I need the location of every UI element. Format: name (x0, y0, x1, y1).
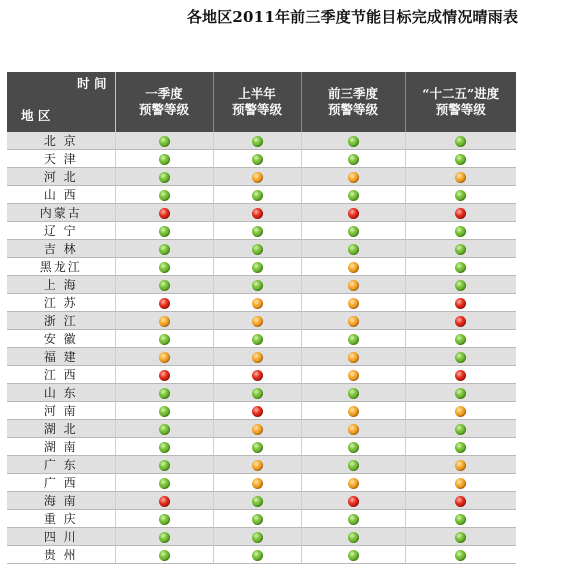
warning-cell (115, 420, 213, 438)
table-row (7, 276, 516, 294)
green-status-icon (252, 388, 263, 399)
orange-status-icon (348, 262, 359, 273)
green-status-icon (252, 532, 263, 543)
warning-cell (405, 438, 516, 456)
warning-cell (405, 402, 516, 420)
green-status-icon (159, 244, 170, 255)
warning-cell (115, 528, 213, 546)
green-status-icon (159, 334, 170, 345)
warning-cell (213, 258, 301, 276)
orange-status-icon (455, 460, 466, 471)
table-body (7, 132, 516, 564)
page-title: 各地区2011年前三季度节能目标完成情况晴雨表 (186, 8, 519, 26)
region-name: 河 南 (7, 402, 115, 420)
red-status-icon (455, 370, 466, 381)
column-header-q1 (115, 72, 213, 132)
warning-cell (115, 510, 213, 528)
green-status-icon (159, 388, 170, 399)
green-status-icon (252, 262, 263, 273)
warning-cell (213, 402, 301, 420)
warning-cell (213, 420, 301, 438)
warning-cell (405, 168, 516, 186)
warning-cell (115, 402, 213, 420)
warning-cell (301, 456, 405, 474)
warning-cell (405, 276, 516, 294)
warning-cell (301, 168, 405, 186)
green-status-icon (455, 262, 466, 273)
orange-status-icon (455, 478, 466, 489)
region-name: 上 海 (7, 276, 115, 294)
warning-cell (301, 474, 405, 492)
warning-cell (115, 312, 213, 330)
red-status-icon (159, 370, 170, 381)
column-header-h1 (213, 72, 301, 132)
green-status-icon (159, 514, 170, 525)
green-status-icon (455, 190, 466, 201)
warning-cell (405, 186, 516, 204)
red-status-icon (159, 208, 170, 219)
warning-cell (405, 420, 516, 438)
table-row (7, 402, 516, 420)
orange-status-icon (348, 424, 359, 435)
warning-cell (115, 474, 213, 492)
table-row (7, 438, 516, 456)
warning-cell (115, 330, 213, 348)
green-status-icon (252, 550, 263, 561)
green-status-icon (159, 550, 170, 561)
warning-cell (301, 204, 405, 222)
warning-cell (405, 330, 516, 348)
green-status-icon (348, 514, 359, 525)
region-name: 湖 南 (7, 438, 115, 456)
column-header-line2: 预警等级 (138, 102, 189, 117)
green-status-icon (159, 442, 170, 453)
green-status-icon (455, 424, 466, 435)
green-status-icon (455, 388, 466, 399)
warning-cell (301, 510, 405, 528)
green-status-icon (348, 388, 359, 399)
orange-status-icon (252, 460, 263, 471)
warning-cell (115, 222, 213, 240)
header-row (7, 72, 516, 132)
region-name: 湖 北 (7, 420, 115, 438)
region-name: 广 西 (7, 474, 115, 492)
table-row (7, 348, 516, 366)
table-row (7, 366, 516, 384)
green-status-icon (348, 442, 359, 453)
orange-status-icon (252, 298, 263, 309)
green-status-icon (348, 190, 359, 201)
green-status-icon (159, 424, 170, 435)
warning-cell (115, 276, 213, 294)
warning-cell (213, 456, 301, 474)
corner-region-label: 地 区 (21, 108, 51, 123)
table-row (7, 132, 516, 150)
warning-cell (213, 150, 301, 168)
table-row (7, 222, 516, 240)
region-name: 福 建 (7, 348, 115, 366)
warning-table (7, 72, 516, 564)
green-status-icon (455, 154, 466, 165)
green-status-icon (455, 532, 466, 543)
warning-cell (405, 240, 516, 258)
green-status-icon (348, 334, 359, 345)
column-header-line1: 一季度 (145, 86, 183, 101)
green-status-icon (252, 226, 263, 237)
warning-cell (405, 150, 516, 168)
warning-cell (405, 510, 516, 528)
orange-status-icon (252, 316, 263, 327)
orange-status-icon (252, 352, 263, 363)
table-row (7, 384, 516, 402)
table-row (7, 312, 516, 330)
region-name: 北 京 (7, 132, 115, 150)
green-status-icon (455, 226, 466, 237)
green-status-icon (159, 226, 170, 237)
warning-cell (115, 348, 213, 366)
warning-cell (213, 330, 301, 348)
column-header-line2: 预警等级 (435, 102, 486, 117)
warning-cell (213, 546, 301, 564)
green-status-icon (252, 136, 263, 147)
warning-cell (213, 186, 301, 204)
red-status-icon (348, 208, 359, 219)
warning-cell (405, 258, 516, 276)
green-status-icon (159, 154, 170, 165)
red-status-icon (455, 316, 466, 327)
warning-cell (213, 492, 301, 510)
corner-time-label: 时 间 (77, 76, 107, 91)
orange-status-icon (348, 316, 359, 327)
warning-cell (213, 168, 301, 186)
table-row (7, 474, 516, 492)
orange-status-icon (252, 424, 263, 435)
table-row (7, 240, 516, 258)
table-row (7, 258, 516, 276)
green-status-icon (252, 190, 263, 201)
table-row (7, 168, 516, 186)
warning-cell (301, 222, 405, 240)
column-header-line1: “十二五”进度 (422, 86, 500, 101)
orange-status-icon (455, 172, 466, 183)
green-status-icon (455, 514, 466, 525)
warning-cell (213, 132, 301, 150)
region-name: 黑龙江 (7, 258, 115, 276)
red-status-icon (252, 406, 263, 417)
orange-status-icon (159, 316, 170, 327)
warning-cell (213, 474, 301, 492)
region-name: 辽 宁 (7, 222, 115, 240)
red-status-icon (455, 496, 466, 507)
green-status-icon (348, 226, 359, 237)
green-status-icon (252, 442, 263, 453)
region-name: 江 西 (7, 366, 115, 384)
warning-cell (115, 204, 213, 222)
green-status-icon (159, 136, 170, 147)
warning-cell (115, 546, 213, 564)
warning-cell (213, 276, 301, 294)
green-status-icon (159, 172, 170, 183)
orange-status-icon (348, 298, 359, 309)
warning-cell (301, 492, 405, 510)
warning-cell (115, 366, 213, 384)
warning-cell (301, 186, 405, 204)
orange-status-icon (348, 352, 359, 363)
orange-status-icon (348, 406, 359, 417)
green-status-icon (455, 334, 466, 345)
green-status-icon (159, 460, 170, 471)
warning-cell (405, 528, 516, 546)
green-status-icon (252, 334, 263, 345)
table-row (7, 330, 516, 348)
warning-cell (301, 294, 405, 312)
orange-status-icon (252, 478, 263, 489)
warning-cell (405, 222, 516, 240)
column-header-q3 (301, 72, 405, 132)
warning-cell (213, 438, 301, 456)
warning-cell (301, 402, 405, 420)
green-status-icon (159, 280, 170, 291)
red-status-icon (252, 370, 263, 381)
warning-cell (301, 438, 405, 456)
orange-status-icon (252, 172, 263, 183)
red-status-icon (348, 496, 359, 507)
warning-cell (213, 384, 301, 402)
warning-cell (301, 150, 405, 168)
warning-cell (115, 132, 213, 150)
green-status-icon (455, 442, 466, 453)
red-status-icon (455, 208, 466, 219)
table-row (7, 528, 516, 546)
green-status-icon (455, 280, 466, 291)
region-name: 浙 江 (7, 312, 115, 330)
red-status-icon (455, 298, 466, 309)
green-status-icon (455, 244, 466, 255)
warning-cell (405, 384, 516, 402)
table-row (7, 186, 516, 204)
red-status-icon (159, 298, 170, 309)
table-row (7, 510, 516, 528)
warning-cell (405, 456, 516, 474)
red-status-icon (252, 208, 263, 219)
green-status-icon (348, 154, 359, 165)
warning-cell (405, 204, 516, 222)
warning-cell (405, 546, 516, 564)
column-header-line2: 预警等级 (231, 102, 282, 117)
green-status-icon (348, 244, 359, 255)
warning-cell (301, 276, 405, 294)
warning-cell (301, 132, 405, 150)
green-status-icon (252, 154, 263, 165)
green-status-icon (455, 550, 466, 561)
corner-header (7, 72, 115, 132)
warning-cell (213, 240, 301, 258)
warning-cell (213, 510, 301, 528)
green-status-icon (252, 244, 263, 255)
green-status-icon (348, 460, 359, 471)
green-status-icon (455, 352, 466, 363)
warning-cell (301, 240, 405, 258)
column-header-line1: 前三季度 (327, 86, 378, 101)
column-header-12th-fyp (405, 72, 516, 132)
warning-cell (115, 492, 213, 510)
region-name: 山 东 (7, 384, 115, 402)
table-row (7, 204, 516, 222)
warning-cell (301, 258, 405, 276)
warning-cell (115, 168, 213, 186)
warning-cell (115, 384, 213, 402)
warning-cell (405, 366, 516, 384)
green-status-icon (159, 532, 170, 543)
warning-cell (213, 294, 301, 312)
table-row (7, 420, 516, 438)
green-status-icon (348, 136, 359, 147)
green-status-icon (348, 532, 359, 543)
warning-cell (213, 204, 301, 222)
orange-status-icon (348, 370, 359, 381)
region-name: 重 庆 (7, 510, 115, 528)
warning-cell (405, 294, 516, 312)
warning-cell (213, 528, 301, 546)
orange-status-icon (348, 280, 359, 291)
region-name: 四 川 (7, 528, 115, 546)
table-row (7, 294, 516, 312)
warning-cell (115, 258, 213, 276)
region-name: 河 北 (7, 168, 115, 186)
region-name: 贵 州 (7, 546, 115, 564)
warning-cell (301, 348, 405, 366)
green-status-icon (159, 406, 170, 417)
green-status-icon (252, 496, 263, 507)
region-name: 山 西 (7, 186, 115, 204)
warning-cell (301, 366, 405, 384)
warning-cell (301, 330, 405, 348)
warning-cell (301, 384, 405, 402)
warning-cell (405, 312, 516, 330)
region-name: 江 苏 (7, 294, 115, 312)
region-name: 海 南 (7, 492, 115, 510)
warning-cell (301, 528, 405, 546)
warning-cell (405, 474, 516, 492)
warning-cell (301, 420, 405, 438)
region-name: 吉 林 (7, 240, 115, 258)
column-header-line1: 上半年 (238, 86, 276, 101)
region-name: 内蒙古 (7, 204, 115, 222)
green-status-icon (159, 190, 170, 201)
warning-cell (115, 294, 213, 312)
green-status-icon (252, 280, 263, 291)
column-header-line2: 预警等级 (327, 102, 378, 117)
warning-cell (115, 456, 213, 474)
green-status-icon (159, 262, 170, 273)
warning-cell (405, 132, 516, 150)
green-status-icon (455, 136, 466, 147)
table-row (7, 492, 516, 510)
region-name: 广 东 (7, 456, 115, 474)
warning-cell (115, 150, 213, 168)
warning-cell (405, 348, 516, 366)
green-status-icon (252, 514, 263, 525)
warning-cell (301, 312, 405, 330)
warning-cell (115, 186, 213, 204)
red-status-icon (159, 496, 170, 507)
warning-cell (213, 348, 301, 366)
warning-cell (301, 546, 405, 564)
orange-status-icon (159, 352, 170, 363)
orange-status-icon (348, 478, 359, 489)
orange-status-icon (348, 172, 359, 183)
region-name: 天 津 (7, 150, 115, 168)
orange-status-icon (455, 406, 466, 417)
warning-cell (213, 222, 301, 240)
table-row (7, 546, 516, 564)
warning-cell (115, 438, 213, 456)
warning-cell (115, 240, 213, 258)
region-name: 安 徽 (7, 330, 115, 348)
warning-cell (405, 492, 516, 510)
green-status-icon (159, 478, 170, 489)
table-row (7, 150, 516, 168)
table-row (7, 456, 516, 474)
warning-cell (213, 312, 301, 330)
green-status-icon (348, 550, 359, 561)
warning-cell (213, 366, 301, 384)
